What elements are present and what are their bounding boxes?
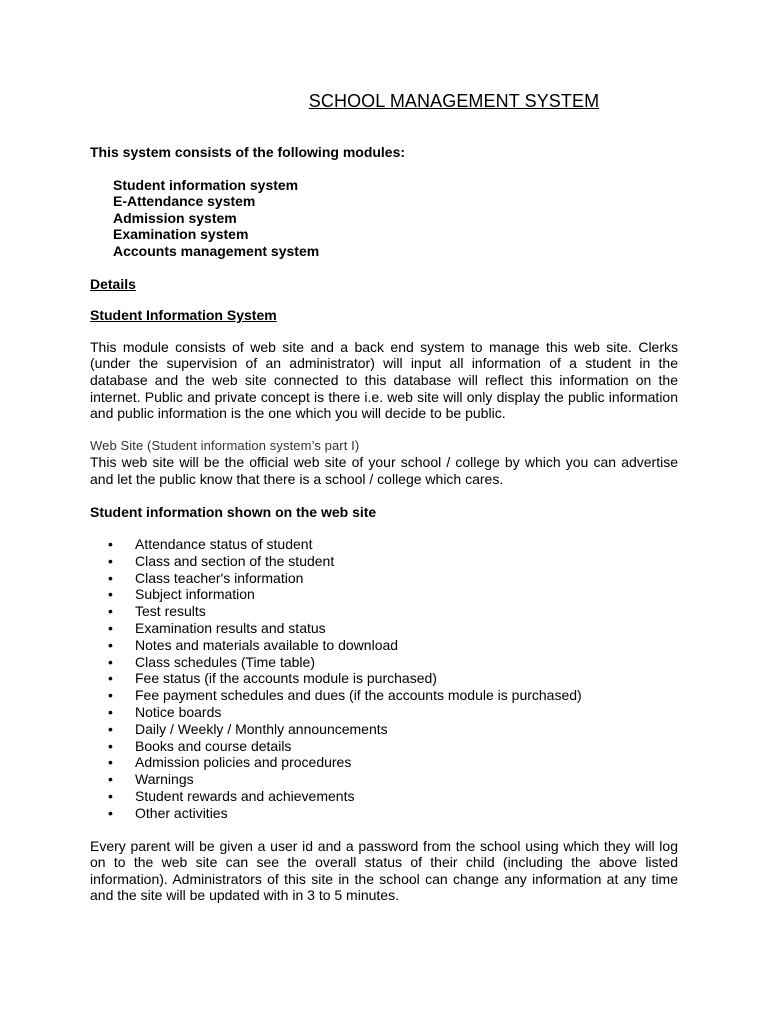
- module-item: Admission system: [113, 209, 237, 226]
- intro-text: This system consists of the following modules:: [90, 144, 406, 160]
- details-heading: Details: [90, 275, 136, 292]
- list-item: • Other activities: [90, 805, 678, 822]
- document-body: [90, 144, 678, 920]
- list-item: • Class and section of the student: [90, 553, 678, 570]
- module-item: Student information system: [113, 176, 299, 193]
- list-item: • Examination results and status: [90, 620, 678, 637]
- list-item: • Daily / Weekly / Monthly announcements: [90, 721, 678, 738]
- module-item: Accounts management system: [113, 242, 320, 259]
- list-item: • Fee status (if the accounts module is purchased): [90, 670, 678, 687]
- website-subheading: Web Site (Student information system’s part I): [90, 437, 360, 453]
- list-item: • Class teacher's information: [90, 570, 678, 587]
- module-item: E-Attendance system: [113, 193, 256, 210]
- document-title: SCHOOL MANAGEMENT SYSTEM: [308, 91, 600, 111]
- module-list: [113, 177, 678, 260]
- parent-paragraph: Every parent will be given a user id and a password from the school using which they will log on to the web site can see the overall status of their child (including the above listed information). Administrators of this site in the school can change any information at any time and the site will be updated with in 3 to 5 minutes.: [90, 837, 678, 904]
- list-item: • Notice boards: [90, 704, 678, 721]
- list-item: • Test results: [90, 603, 678, 620]
- sis-heading: Student Information System: [90, 307, 277, 324]
- list-item: • Subject information: [90, 586, 678, 603]
- list-item: • Fee payment schedules and dues (if the accounts module is purchased): [90, 687, 678, 704]
- sis-paragraph: This module consists of web site and a back end system to manage this web site. Clerks (under the supervision of an administrator) will input all information of a student in the database and the web site connected to this database will reflect this information on the internet. Public and private concept is there i.e. web site will only display the public information and public information is the one which you will decide to be public.: [90, 338, 678, 422]
- list-item: • Class schedules (Time table): [90, 654, 678, 671]
- list-item: • Attendance status of student: [90, 536, 678, 553]
- list-item: • Warnings: [90, 771, 678, 788]
- shown-items-list: [90, 536, 678, 822]
- list-item: • Books and course details: [90, 738, 678, 755]
- list-item: • Student rewards and achievements: [90, 788, 678, 805]
- shown-heading: Student information shown on the web site: [90, 503, 377, 520]
- module-item: Examination system: [113, 226, 249, 243]
- list-item: • Notes and materials available to download: [90, 637, 678, 654]
- list-item: • Admission policies and procedures: [90, 754, 678, 771]
- website-paragraph: This web site will be the official web site of your school / college by which you can advertise and let the public know that there is a school / college which cares.: [90, 454, 678, 487]
